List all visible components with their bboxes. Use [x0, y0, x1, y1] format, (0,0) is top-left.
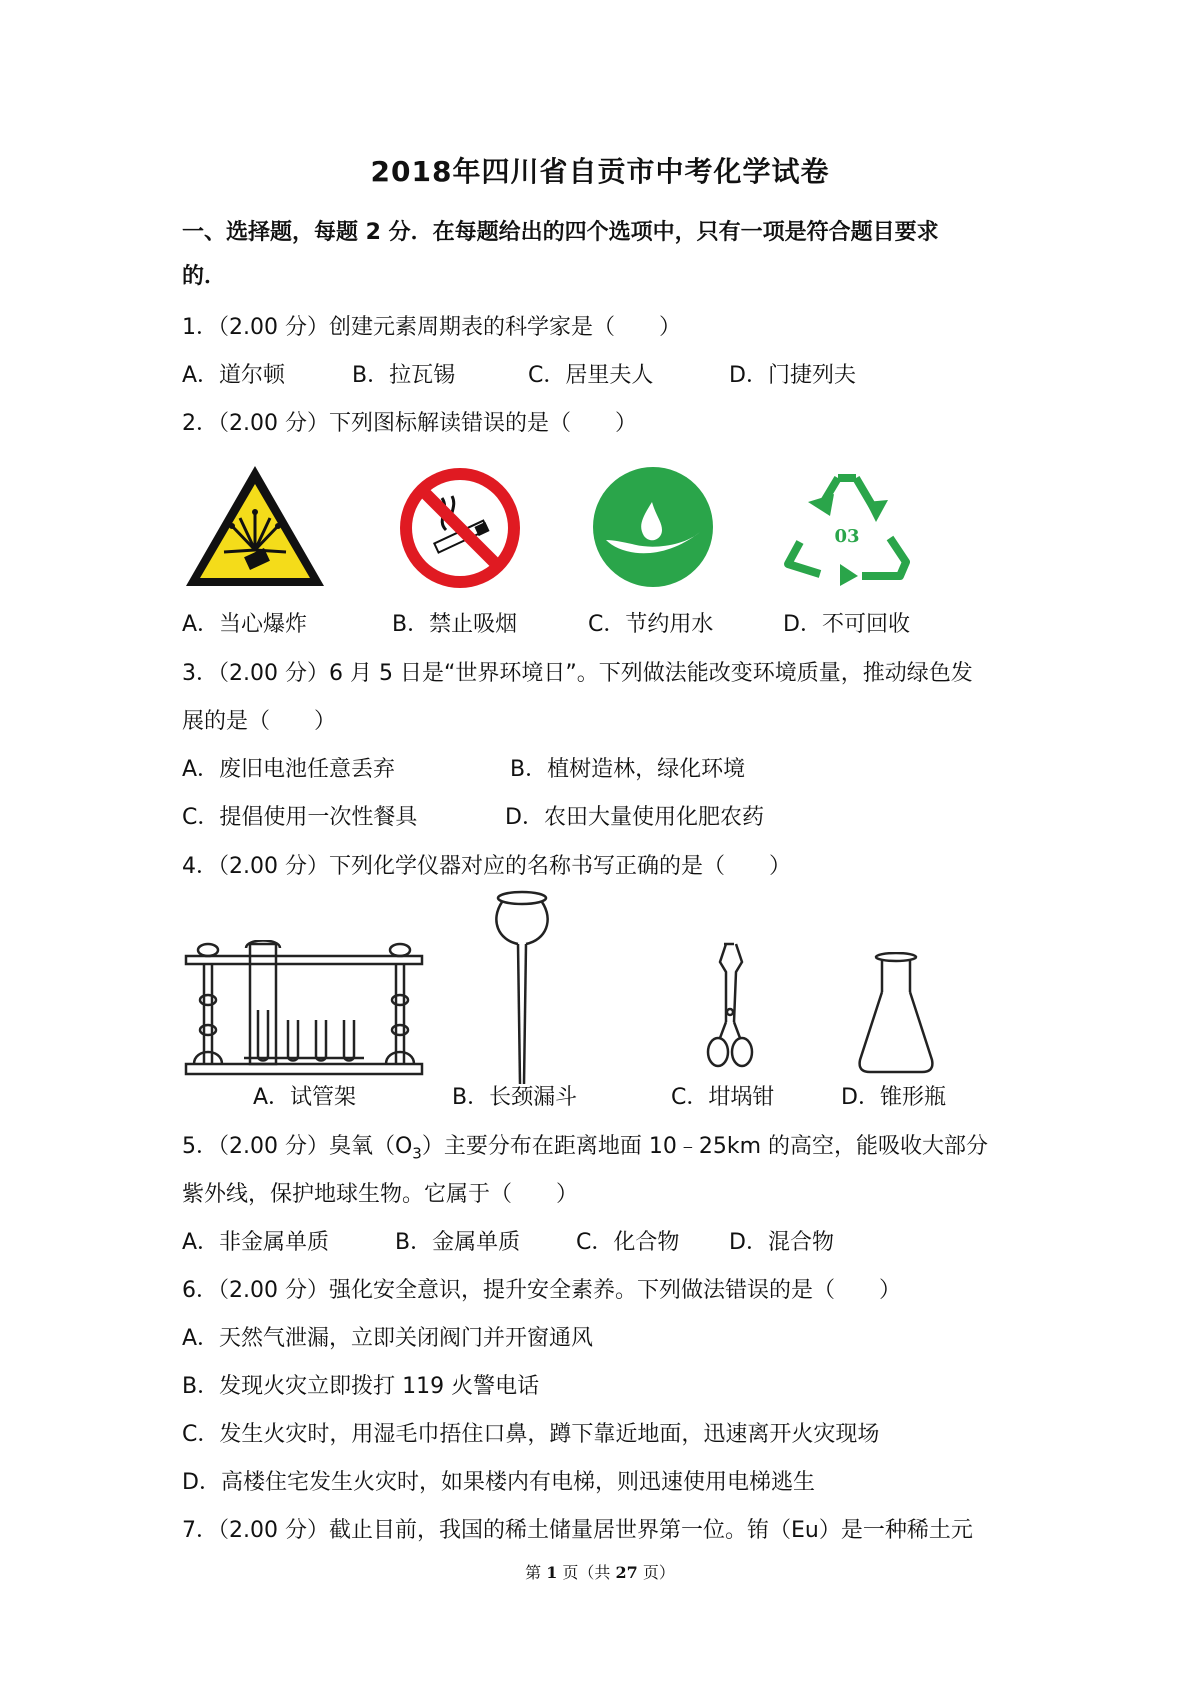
q7-stem: 7．（2.00 分）截止目前，我国的稀土储量居世界第一位。铕（Eu）是一种稀土元 [182, 1518, 973, 1543]
q6-option-a: A．天然气泄漏，立即关闭阀门并开窗通风 [182, 1326, 594, 1351]
q2-option-d: D．不可回收 [783, 612, 910, 637]
no-smoking-icon [396, 464, 524, 592]
q1-stem: 1．（2.00 分）创建元素周期表的科学家是（ ） [182, 315, 681, 340]
q1-option-a: A．道尔顿 [182, 363, 286, 388]
q4-stem: 4．（2.00 分）下列化学仪器对应的名称书写正确的是（ ） [182, 854, 791, 879]
q5-option-b: B．金属单质 [395, 1230, 521, 1255]
section-heading-line2: 的． [182, 264, 227, 289]
q3-option-d: D．农田大量使用化肥农药 [505, 805, 764, 830]
q5-stem-line2: 紫外线，保护地球生物。它属于（ ） [182, 1182, 579, 1207]
q5-option-c: C．化合物 [576, 1230, 680, 1255]
q2-stem: 2．（2.00 分）下列图标解读错误的是（ ） [182, 411, 637, 436]
section-heading-line1: 一、选择题，每题 2 分．在每题给出的四个选项中，只有一项是符合题目要求 [182, 220, 939, 245]
q4-option-d: D．锥形瓶 [841, 1085, 946, 1110]
q6-option-b: B．发现火灾立即拨打 119 火警电话 [182, 1374, 540, 1399]
q2-option-b: B．禁止吸烟 [392, 612, 518, 637]
q3-option-a: A．废旧电池任意丢弃 [182, 757, 396, 782]
q5-stem-part2: ）主要分布在距离地面 10﹣25km 的高空，能吸收大部分 [421, 1134, 988, 1159]
save-water-icon [592, 466, 714, 588]
recycle-icon [780, 466, 914, 586]
explosion-warning-icon [182, 462, 328, 590]
crucible-tongs-icon [704, 942, 756, 1070]
q6-option-d: D．高楼住宅发生火灾时，如果楼内有电梯，则迅速使用电梯逃生 [182, 1470, 815, 1495]
q5-option-a: A．非金属单质 [182, 1230, 330, 1255]
footer-page-number: 1 [546, 1563, 558, 1582]
q4-option-c: C．坩埚钳 [671, 1085, 775, 1110]
q6-option-c: C．发生火灾时，用湿毛巾捂住口鼻，蹲下靠近地面，迅速离开火灾现场 [182, 1422, 880, 1447]
q1-option-d: D．门捷列夫 [729, 363, 856, 388]
q3-option-b: B．植树造林，绿化环境 [510, 757, 746, 782]
q5-stem-part1: 5．（2.00 分）臭氧（O [182, 1134, 413, 1159]
q4-option-a: A．试管架 [253, 1085, 357, 1110]
footer-middle: 页（共 [557, 1563, 616, 1582]
conical-flask-icon [856, 952, 936, 1076]
q2-option-c: C．节约用水 [588, 612, 714, 637]
page-title: 2018年四川省自贡市中考化学试卷 [370, 155, 830, 188]
page-footer [0, 1560, 1200, 1583]
footer-prefix: 第 [525, 1563, 547, 1582]
q4-option-b: B．长颈漏斗 [452, 1085, 578, 1110]
q2-option-a: A．当心爆炸 [182, 612, 308, 637]
test-tube-rack-icon [184, 940, 424, 1078]
q1-option-b: B．拉瓦锡 [352, 363, 456, 388]
long-neck-funnel-icon [488, 890, 558, 1088]
q5-option-d: D．混合物 [729, 1230, 834, 1255]
q3-option-c: C．提倡使用一次性餐具 [182, 805, 418, 830]
footer-suffix: 页） [637, 1563, 675, 1582]
recycle-code: 03 [834, 526, 860, 547]
q3-stem-line1: 3．（2.00 分）6 月 5 日是“世界环境日”。下列做法能改变环境质量，推动绿色发 [182, 661, 973, 686]
q6-stem: 6．（2.00 分）强化安全意识，提升安全素养。下列做法错误的是（ ） [182, 1278, 901, 1303]
footer-total-pages: 27 [615, 1563, 638, 1582]
q5-stem-line1 [182, 1132, 988, 1168]
q3-stem-line2: 展的是（ ） [182, 709, 337, 734]
q1-option-c: C．居里夫人 [528, 363, 654, 388]
q5-ozone-subscript: 3 [412, 1144, 422, 1163]
